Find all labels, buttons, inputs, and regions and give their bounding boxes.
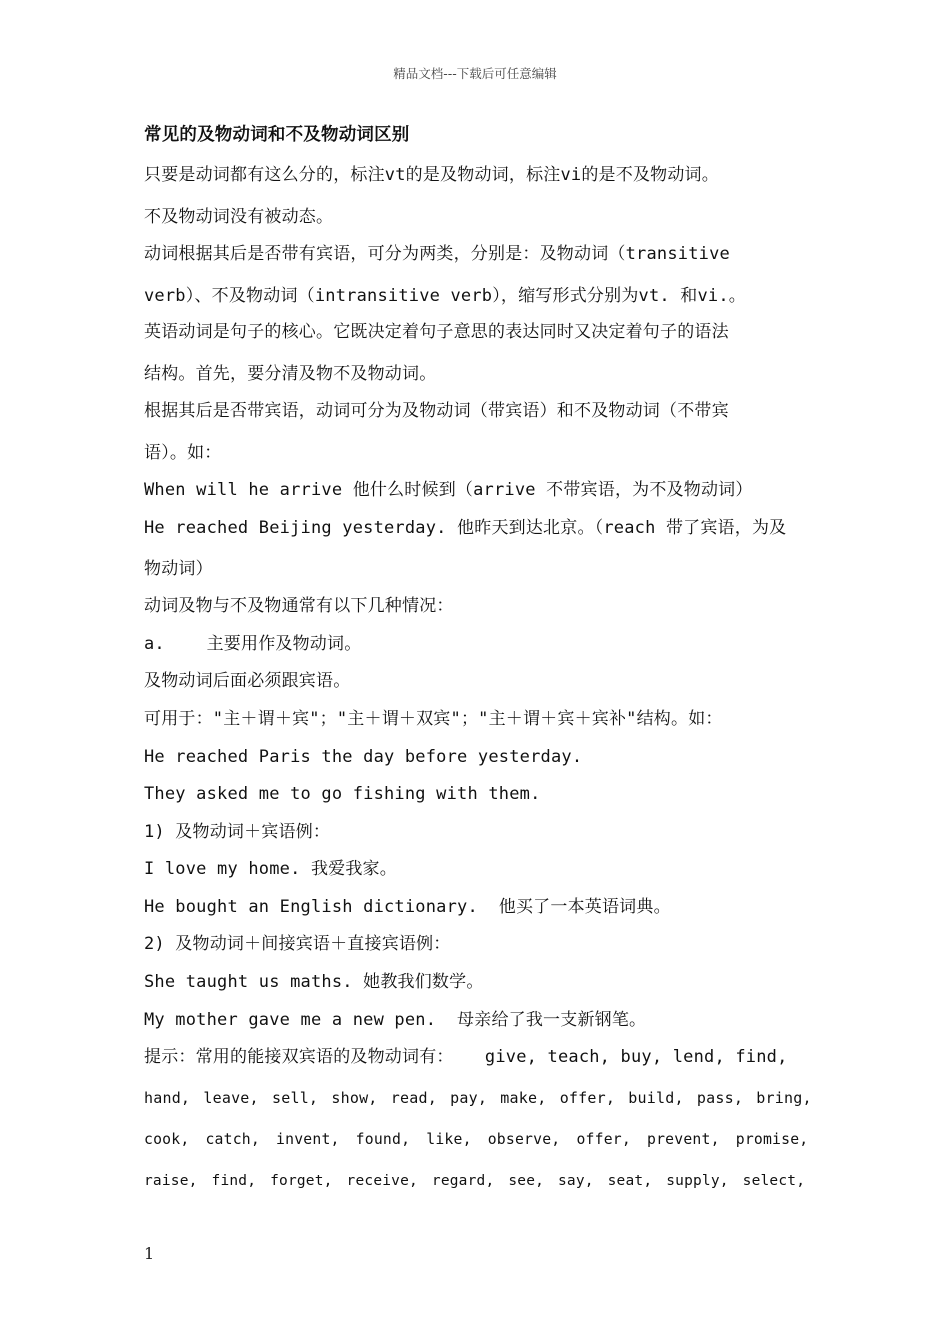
page-header: 精品文档---下载后可任意编辑 bbox=[393, 66, 557, 81]
paragraph-line: 动词及物与不及物通常有以下几种情况： bbox=[144, 596, 454, 616]
paragraph-line: 结构。首先，要分清及物不及物动词。 bbox=[144, 364, 437, 384]
example-line: When will he arrive 他什么时候到（arrive 不带宾语，为不及物动词） bbox=[144, 480, 753, 500]
example-line: He bought an English dictionary. 他买了一本英语词典。 bbox=[144, 897, 671, 917]
verb-list-line: hand, leave, sell, show, read, pay, make, offer, build, pass, bring, bbox=[144, 1089, 812, 1107]
list-heading: 1) 及物动词＋宾语例： bbox=[144, 822, 331, 842]
paragraph-line: 根据其后是否带宾语，动词可分为及物动词（带宾语）和不及物动词（不带宾 bbox=[144, 401, 729, 421]
verb-list-line: raise, find, forget, receive, regard, see, say, seat, supply, select, bbox=[144, 1173, 806, 1189]
paragraph-line: 可用于："主＋谓＋宾"；"主＋谓＋双宾"；"主＋谓＋宾＋宾补"结构。如： bbox=[144, 709, 723, 729]
page-number: 1 bbox=[144, 1244, 155, 1263]
verb-list-line: cook, catch, invent, found, like, observe, offer, prevent, promise, bbox=[144, 1131, 809, 1148]
paragraph-line: 动词根据其后是否带有宾语，可分为两类，分别是：及物动词（transitive bbox=[144, 244, 730, 264]
example-line: She taught us maths. 她教我们数学。 bbox=[144, 972, 484, 992]
example-line: He reached Paris the day before yesterday. bbox=[144, 747, 583, 767]
paragraph-line: 不及物动词没有被动态。 bbox=[144, 207, 334, 227]
paragraph-line: 及物动词后面必须跟宾语。 bbox=[144, 671, 351, 691]
example-line: 物动词） bbox=[144, 559, 213, 579]
example-line: He reached Beijing yesterday. 他昨天到达北京。（reach 带了宾语，为及 bbox=[144, 518, 787, 538]
paragraph-line: 语）。如： bbox=[144, 443, 222, 463]
tip-line: 提示：常用的能接双宾语的及物动词有： give, teach, buy, lend, find, bbox=[144, 1047, 788, 1067]
list-heading: 2) 及物动词＋间接宾语＋直接宾语例： bbox=[144, 934, 451, 954]
document-title: 常见的及物动词和不及物动词区别 bbox=[144, 125, 410, 145]
paragraph-line: verb）、不及物动词（intransitive verb），缩写形式分别为vt. 和vi.。 bbox=[144, 286, 746, 306]
paragraph-line: 英语动词是句子的核心。它既决定着句子意思的表达同时又决定着句子的语法 bbox=[144, 322, 729, 342]
example-line: My mother gave me a new pen. 母亲给了我一支新钢笔。 bbox=[144, 1010, 647, 1030]
example-line: They asked me to go fishing with them. bbox=[144, 784, 541, 804]
paragraph-line: 只要是动词都有这么分的，标注vt的是及物动词，标注vi的是不及物动词。 bbox=[144, 165, 719, 185]
list-heading: a. 主要用作及物动词。 bbox=[144, 634, 362, 654]
example-line: I love my home. 我爱我家。 bbox=[144, 859, 397, 879]
